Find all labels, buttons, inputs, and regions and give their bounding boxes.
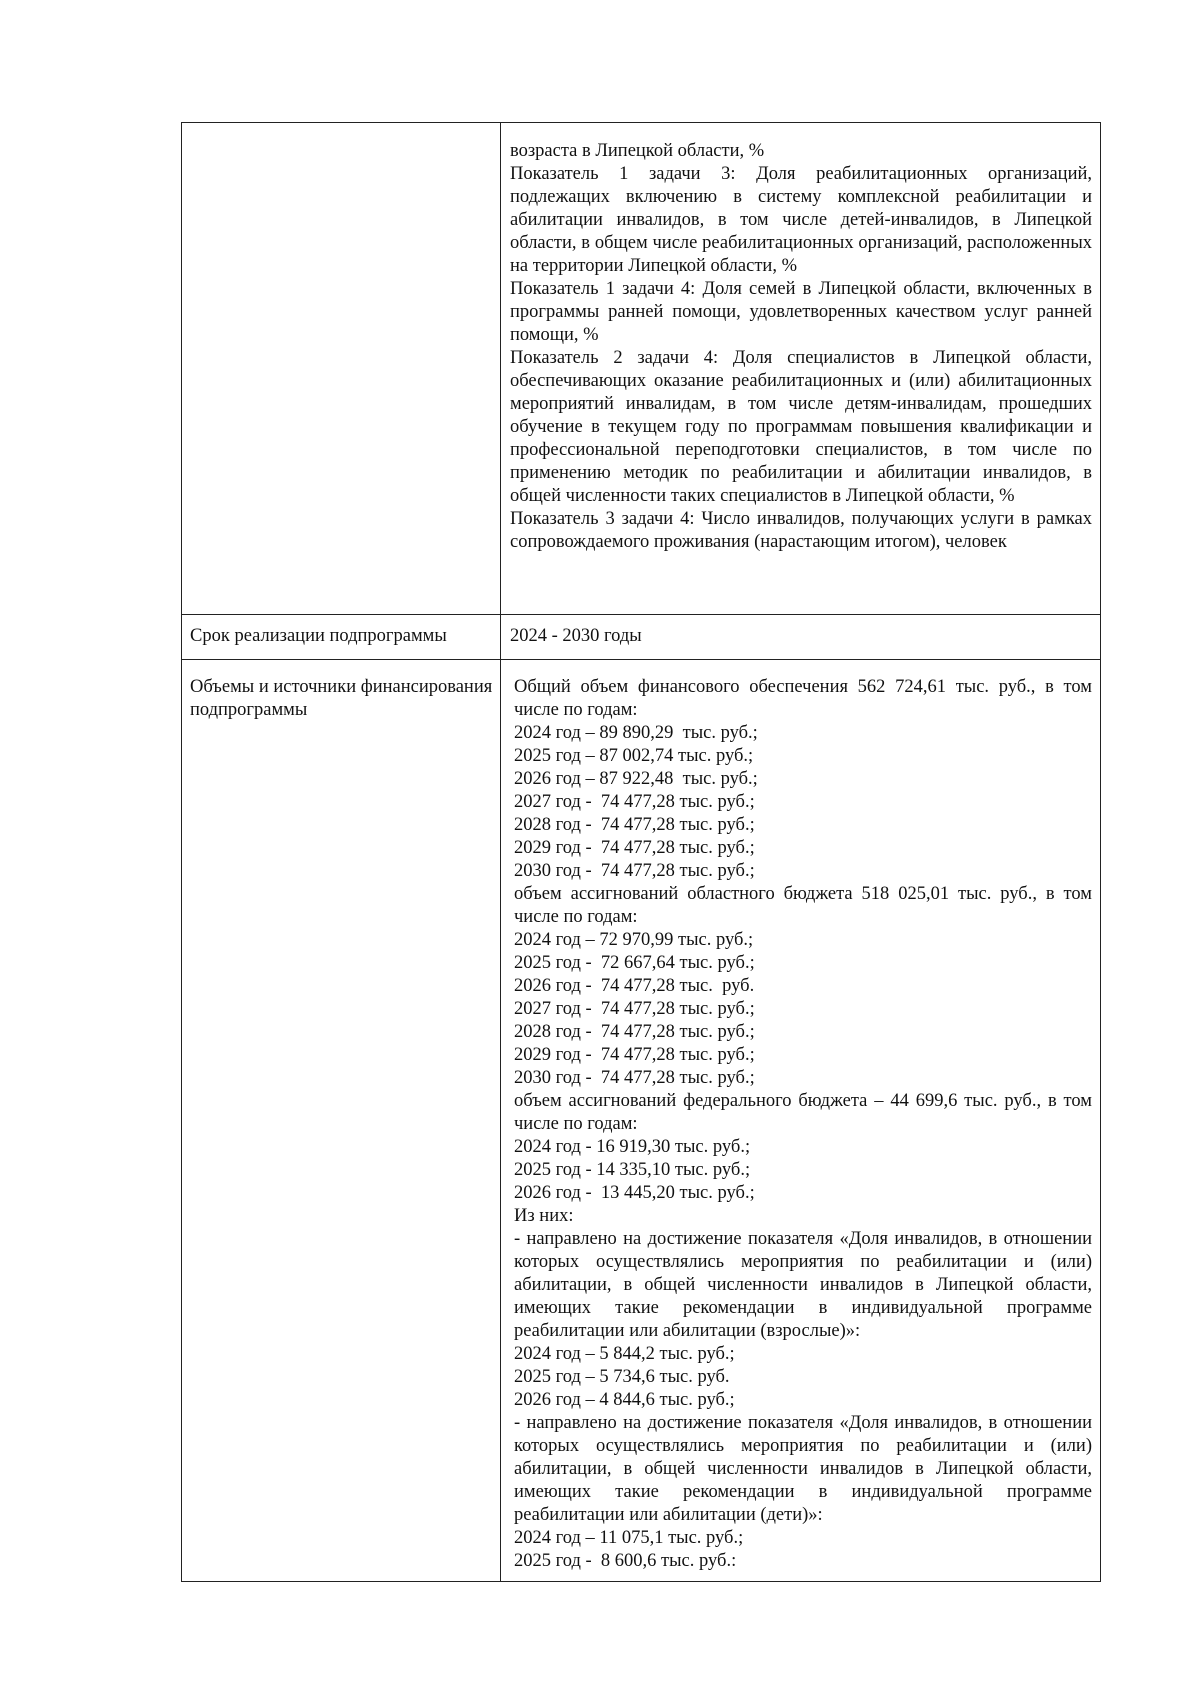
passport-table <box>181 122 1101 1582</box>
text-line: объем ассигнований федерального бюджета – 44 699,6 тыс. руб., в том числе по годам: <box>514 1091 1092 1134</box>
text-line: 2025 год - 14 335,10 тыс. руб.; <box>514 1160 751 1180</box>
text-line: 2026 год - 13 445,20 тыс. руб.; <box>514 1183 755 1203</box>
row-label: Объемы и источники финансирования подпрограммы <box>190 677 493 720</box>
row-value-cell <box>501 660 1101 1582</box>
text-line: Общий объем финансового обеспечения 562 724,61 тыс. руб., в том числе по годам: <box>514 677 1092 720</box>
text-line: 2027 год - 74 477,28 тыс. руб.; <box>514 999 755 1019</box>
row-value: 2024 - 2030 годы <box>510 626 642 646</box>
row-label: Срок реализации подпрограммы <box>190 626 447 646</box>
indicator-text: Показатель 1 задачи 4: Доля семей в Липецкой области, включенных в программы ранней помощи, удовлетворенных качеством услуг ранней помощи, % <box>510 279 1092 345</box>
text-line: 2026 год – 4 844,6 тыс. руб.; <box>514 1390 735 1410</box>
row-value-cell <box>501 615 1101 660</box>
text-line: 2024 год - 16 919,30 тыс. руб.; <box>514 1137 751 1157</box>
text-line: 2026 год - 74 477,28 тыс. руб. <box>514 976 755 996</box>
text-line: 2030 год - 74 477,28 тыс. руб.; <box>514 861 755 881</box>
indicator-text: возраста в Липецкой области, % <box>510 141 765 161</box>
text-line: 2025 год – 5 734,6 тыс. руб. <box>514 1367 730 1387</box>
text-line: 2028 год - 74 477,28 тыс. руб.; <box>514 815 755 835</box>
row-label-cell <box>182 123 501 615</box>
text-line: 2029 год - 74 477,28 тыс. руб.; <box>514 838 755 858</box>
text-line: 2030 год - 74 477,28 тыс. руб.; <box>514 1068 755 1088</box>
row-label-cell <box>182 615 501 660</box>
indicator-text: Показатель 1 задачи 3: Доля реабилитационных организаций, подлежащих включению в систему комплексной реабилитации и абилитации инвалидов, в том числе детей-инвалидов, в Липецкой области, в общем числе реабилитационных организаций, расположенных на территории Липецкой области, % <box>510 164 1092 276</box>
indicator-text: Показатель 2 задачи 4: Доля специалистов в Липецкой области, обеспечивающих оказание реабилитационных и (или) абилитационных мероприятий инвалидам, в том числе детям-инвалидам, прошедших обучение в текущем году по программам повышения квалификации и профессиональной переподготовки специалистов, в том числе по применению методик по реабилитации и абилитации инвалидов, в общей численности таких специалистов в Липецкой области, % <box>510 348 1092 506</box>
financing-text <box>501 660 1100 1581</box>
row-value-cell <box>501 123 1101 615</box>
text-line: 2024 год – 72 970,99 тыс. руб.; <box>514 930 754 950</box>
text-line: 2024 год – 11 075,1 тыс. руб.; <box>514 1528 744 1548</box>
text-line: 2024 год – 5 844,2 тыс. руб.; <box>514 1344 735 1364</box>
indicator-text: Показатель 3 задачи 4: Число инвалидов, получающих услуги в рамках сопровождаемого проживания (нарастающим итогом), человек <box>510 509 1092 552</box>
text-line: 2025 год – 87 002,74 тыс. руб.; <box>514 746 754 766</box>
text-line: 2025 год - 72 667,64 тыс. руб.; <box>514 953 755 973</box>
text-line: Из них: <box>514 1206 574 1226</box>
table-row <box>182 123 1101 615</box>
text-line: - направлено на достижение показателя «Доля инвалидов, в отношении которых осуществлялись мероприятия по реабилитации и (или) абилитации, в общей численности инвалидов в Липецкой области, имеющих такие рекомендации в индивидуальной программе реабилитации или абилитации (дети)»: <box>514 1413 1092 1525</box>
text-line: 2029 год - 74 477,28 тыс. руб.; <box>514 1045 755 1065</box>
text-line: 2024 год – 89 890,29 тыс. руб.; <box>514 723 758 743</box>
table-row <box>182 615 1101 660</box>
table-row <box>182 660 1101 1582</box>
text-line: - направлено на достижение показателя «Доля инвалидов, в отношении которых осуществлялись мероприятия по реабилитации и (или) абилитации, в общей численности инвалидов в Липецкой области, имеющих такие рекомендации в индивидуальной программе реабилитации или абилитации (взрослые)»: <box>514 1229 1092 1341</box>
row-label-cell <box>182 660 501 1582</box>
text-line: 2025 год - 8 600,6 тыс. руб.: <box>514 1551 737 1571</box>
text-line: объем ассигнований областного бюджета 518 025,01 тыс. руб., в том числе по годам: <box>514 884 1092 927</box>
text-line: 2027 год - 74 477,28 тыс. руб.; <box>514 792 755 812</box>
text-line: 2028 год - 74 477,28 тыс. руб.; <box>514 1022 755 1042</box>
text-line: 2026 год – 87 922,48 тыс. руб.; <box>514 769 758 789</box>
